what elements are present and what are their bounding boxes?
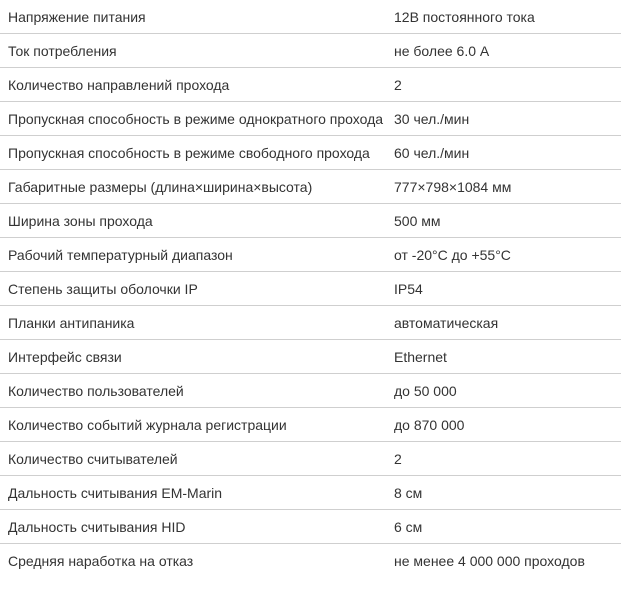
spec-label: Средняя наработка на отказ: [8, 553, 194, 569]
spec-value: до 870 000: [393, 408, 621, 442]
table-row: [0, 442, 621, 476]
table-row: [0, 340, 621, 374]
table-row: [0, 306, 621, 340]
table-row: [0, 170, 621, 204]
table-row: [0, 0, 621, 34]
spec-label: Дальность считывания HID: [0, 510, 393, 544]
spec-label: Количество считывателей: [0, 442, 393, 476]
table-row: [0, 34, 621, 68]
spec-label: Ток потребления: [0, 34, 393, 68]
table-row: [0, 204, 621, 238]
spec-label: Количество событий журнала регистрации: [0, 408, 393, 442]
table-row: [0, 102, 621, 136]
table-row: [0, 544, 621, 578]
spec-label: Количество пользователей: [0, 374, 393, 408]
spec-value: Ethernet: [393, 340, 621, 374]
spec-label: Габаритные размеры (длина×ширина×высота): [0, 170, 393, 204]
spec-label: Дальность считывания EM-Marin: [0, 476, 393, 510]
table-row: [0, 272, 621, 306]
spec-value: 2: [393, 442, 621, 476]
spec-value: 6 см: [393, 510, 621, 544]
spec-value: от -20°С до +55°С: [393, 238, 621, 272]
table-row: [0, 238, 621, 272]
table-row: [0, 68, 621, 102]
spec-value: не более 6.0 А: [393, 34, 621, 68]
table-row: [0, 408, 621, 442]
spec-value: автоматическая: [393, 306, 621, 340]
spec-value: до 50 000: [393, 374, 621, 408]
spec-label: Степень защиты оболочки IP: [0, 272, 393, 306]
spec-value: 8 см: [393, 476, 621, 510]
spec-value: 2: [393, 68, 621, 102]
spec-label: Напряжение питания: [0, 0, 393, 34]
spec-label: Интерфейс связи: [0, 340, 393, 374]
spec-label: Планки антипаника: [0, 306, 393, 340]
spec-label: Количество направлений прохода: [0, 68, 393, 102]
table-row: [0, 510, 621, 544]
spec-label: Пропускная способность в режиме однократного прохода: [0, 102, 393, 136]
spec-value: не менее 4 000 000 проходов: [394, 553, 585, 569]
spec-value: 777×798×1084 мм: [393, 170, 621, 204]
spec-label: Рабочий температурный диапазон: [0, 238, 393, 272]
spec-value: 60 чел./мин: [393, 136, 621, 170]
spec-value: 30 чел./мин: [393, 102, 621, 136]
table-row: [0, 374, 621, 408]
spec-label: Ширина зоны прохода: [0, 204, 393, 238]
table-row: [0, 136, 621, 170]
spec-value: IP54: [393, 272, 621, 306]
spec-label: Пропускная способность в режиме свободного прохода: [0, 136, 393, 170]
spec-value: 500 мм: [393, 204, 621, 238]
table-row: [0, 476, 621, 510]
spec-value: 12В постоянного тока: [393, 0, 621, 34]
